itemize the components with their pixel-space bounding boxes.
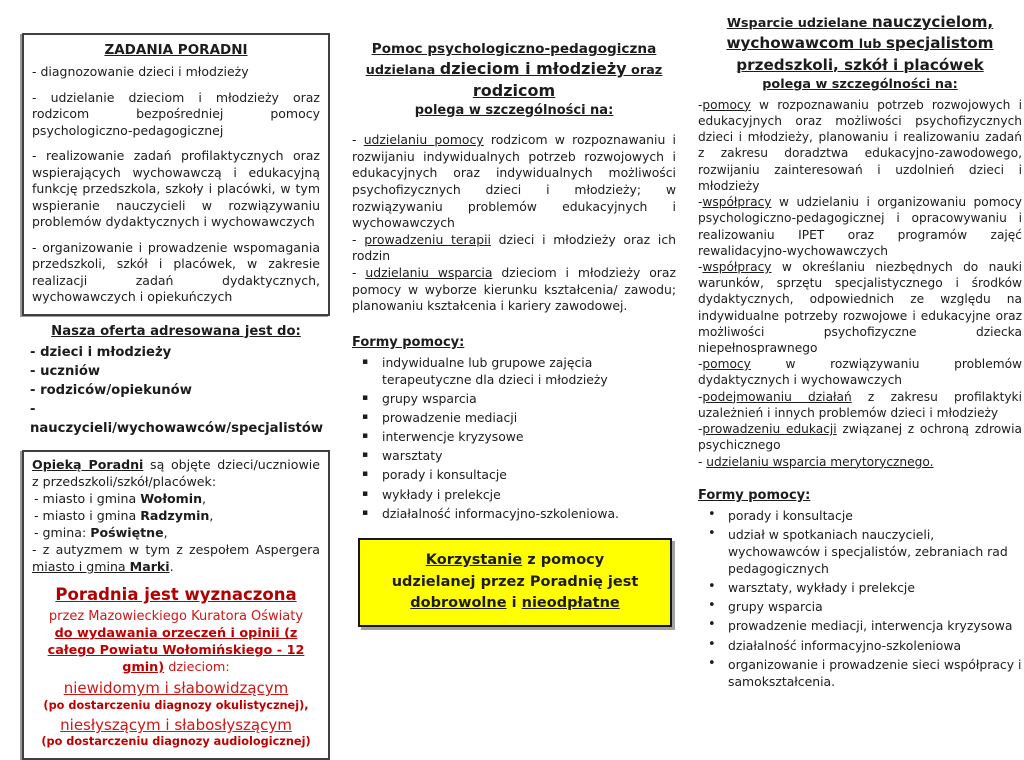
care-box [22,450,330,760]
notice-line2: udzielanej przez Poradnię jest [391,573,639,590]
help-forms-section [352,335,676,522]
forms-item: • porady i konsultacje [698,507,1022,524]
dash: - [698,389,703,404]
paragraph-text: rodzicom w rozpoznawaniu i rozwijaniu indywidualnych potrzeb rozwojowych i edukacyjnych oraz indywidualnych możliwości psychofizycznych dzieci i młodzieży; w rozwiązywaniu problemów edukacyjnych i wychowawczych [352,132,676,231]
paragraph-text: dzieciom i młodzieży oraz pomocy w wyborze kierunku kształcenia/ zawodu; planowaniu kształcenia i kariery zawodowej. [352,264,676,314]
support-paragraph [698,97,1022,194]
care-item-punct: . [169,558,174,574]
designation-scope-emphasis: do wydawania orzeczeń i opinii (z całego Powiatu Wołomińskiego - 12 gmin) [47,626,305,675]
support-header-audience: specjalistom [885,34,994,53]
forms-title: Formy pomocy: [698,487,811,503]
support-header-small: Wsparcie udzielane [726,16,872,31]
column-middle [352,40,676,627]
free-service-notice [358,538,672,627]
forms-list [698,507,1022,690]
help-paragraph [352,232,676,265]
forms-item: • grupy wsparcia [698,598,1022,615]
paragraph-text: w rozpoznawaniu potrzeb rozwojowych i edukacyjnych oraz możliwości psychofizycznych dzieci i młodzieży, planowaniu i realizowaniu zadań z zakresu doradztwa edukacyjno-zawodowego, rozwijaniu zainteresowań i uzdolnień dzieci i młodzieży [698,97,1022,193]
designation-notice [32,585,320,750]
paragraph-emphasis: współpracy [702,259,772,274]
notice-emphasis: Korzystanie [425,551,523,568]
support-header-audience: nauczycielom, [871,13,994,31]
forms-item: ▪ wykłady i prelekcje [352,486,676,503]
dash: - [698,357,703,372]
forms-item: • prowadzenie mediacji, interwencja kryzysowa [698,617,1022,634]
help-header-small: udzielana [365,63,440,79]
offer-section [22,324,330,439]
forms-item: • udział w spotkaniach nauczycieli, wychowawców i specjalistów, zebraniach rad pedagogicznych [698,526,1022,577]
forms-item: ▪ interwencje kryzysowe [352,428,676,445]
forms-item: ▪ indywidualne lub grupowe zajęcia terapeutyczne dla dzieci i młodzieży [352,354,676,388]
forms-title: Formy pomocy: [352,334,465,350]
task-item: - organizowanie i prowadzenie wspomagania przedszkoli, szkół i placówek, w zakresie realizacji zadań dydaktycznych, wychowawczych i opiekuńczych [32,239,320,304]
care-item-city: Radzymin [140,507,210,523]
care-item-punct: , [202,490,207,506]
designation-scope [32,626,320,676]
help-paragraph [352,132,676,232]
dash: - [698,454,707,469]
designation-blind-note: (po dostarczeniu diagnozy okulistycznej), [43,698,309,712]
help-header-small: oraz [626,63,663,79]
care-lead-rest: są objęte dzieci/uczniowie z przedszkoli/szkół/placówek: [32,457,320,489]
support-forms-section [698,488,1022,690]
forms-item: ▪ działalność informacyjno-szkoleniowa. [352,505,676,522]
care-item [32,507,320,524]
paragraph-text: w rozwiązywaniu problemów dydaktycznych i wychowawczych [698,357,1022,388]
help-header-line3: polega w szczególności na: [414,102,614,118]
help-header-audience: rodzicom [472,80,556,100]
offer-item: - rodziców/opiekunów [30,382,192,398]
support-header-line4: polega w szczególności na: [762,76,958,92]
tasks-box [22,33,330,316]
care-item-text: miasto i gmina [32,558,130,574]
support-header-line1 [698,12,1022,33]
offer-title: Nasza oferta adresowana jest do: [51,323,301,339]
care-item-text: - gmina: [34,524,91,540]
paragraph-text: związanej z ochroną zdrowia psychicznego [698,422,1022,453]
support-paragraph [698,454,1022,470]
paragraph-emphasis: udzielaniu wsparcia merytorycznego. [706,454,934,469]
task-item: - diagnozowanie dzieci i młodzieży [32,64,249,79]
support-header-audience: wychowawcom [726,34,855,53]
designation-blind: niewidomym i słabowidzącym [63,679,289,698]
paragraph-emphasis: podejmowaniu działań [702,389,852,404]
forms-item: ▪ grupy wsparcia [352,390,676,407]
support-paragraph [698,356,1022,388]
notice-text: z pomocy [522,551,605,568]
forms-item: • działalność informacyjno-szkoleniowa [698,637,1022,654]
support-paragraph [698,389,1022,421]
care-item-city: Wołomin [140,490,203,506]
forms-list [352,354,676,522]
support-paragraph [698,259,1022,356]
care-item-text: - miasto i gmina [34,490,141,506]
task-item: - realizowanie zadań profilaktycznych oraz wspierających wychowawczą i edukacyjną funkcję przedszkola, szkoły i placówki, w tym wspieranie nauczycieli w rozwiązywaniu problemów dydaktycznych i wychowawczych [32,148,320,229]
care-item [32,524,320,541]
designation-authority: przez Mazowieckiego Kuratora Oświaty [48,608,304,624]
paragraph-text: dzieci i młodzieży oraz ich rodzin [352,231,676,264]
notice-line3 [366,593,664,615]
paragraph-emphasis: współpracy [702,195,772,210]
support-header-line2 [698,33,1022,54]
care-item-text: - miasto i gmina [34,507,141,523]
paragraph-emphasis: pomocy [702,357,751,372]
care-item-underlined [32,559,170,574]
dash: - [698,195,703,210]
support-paragraphs [698,97,1022,470]
paragraph-emphasis: udzielaniu wsparcia [365,264,493,280]
help-header-line1: Pomoc psychologiczno-pedagogiczna [371,41,657,57]
support-paragraph [698,194,1022,259]
care-item [32,490,320,507]
dash: - [352,231,365,247]
dash: - [698,259,703,274]
support-header-small: lub [854,37,886,53]
offer-item: - dzieci i młodzieży [30,344,172,360]
help-header-line2 [352,58,676,101]
notice-emphasis: dobrowolne [410,595,507,612]
paragraph-text: w udzielaniu i organizowaniu pomocy psychologiczno-pedagogicznej i opracowywaniu i realizowaniu IPET oraz programów zajęć rewalidacyjno-wychowawczych [698,195,1022,258]
care-item-punct: , [209,507,214,523]
support-header-line3 [698,55,1022,76]
column-right [698,12,1022,692]
paragraph-emphasis: prowadzeniu terapii [364,231,491,247]
notice-line1 [366,550,664,572]
paragraph-emphasis: udzielaniu pomocy [363,132,484,148]
notice-emphasis: nieodpłatne [521,595,620,612]
help-paragraph [352,265,676,315]
column-left [22,33,330,760]
care-item-text: - z autyzmem w tym z zespołem Aspergera [32,541,320,557]
paragraph-emphasis: pomocy [702,97,751,112]
designation-deaf-note: (po dostarczeniu diagnozy audiologicznej) [41,735,311,749]
paragraph-text: w określaniu niezbędnych do nauki warunków, sprzętu specjalistycznego i środków dydaktycznych, odpowiednich ze względu na indywidualne potrzeby rozwojowe i edukacyjne oraz możliwości psychofizyczne dziecka niepełnosprawnego [698,259,1022,356]
care-item-city: Marki [129,558,170,574]
designation-deaf: niesłyszącym i słabosłyszącym [60,716,292,735]
dash: - [352,264,366,280]
paragraph-text: z zakresu profilaktyki uzależnień i innych problemów dzieci i młodzieży [698,389,1022,420]
dash: - [698,97,703,112]
offer-item: - uczniów [30,363,101,379]
forms-item: ▪ prowadzenie mediacji [352,409,676,426]
support-header [698,12,1022,94]
care-item-punct: , [163,524,168,540]
help-header [352,40,676,119]
forms-item: ▪ warsztaty [352,447,676,464]
support-header-audience: przedszkoli, szkół i placówek [736,55,984,74]
dash: - [698,422,703,437]
paragraph-emphasis: prowadzeniu edukacji [702,422,837,437]
help-header-audience: dzieciom i młodzieży [439,59,627,79]
forms-item: ▪ porady i konsultacje [352,466,676,483]
tasks-title: ZADANIA PORADNI [104,42,248,58]
care-lead [32,457,320,490]
notice-text: i [506,595,522,612]
forms-item: • warsztaty, wykłady i prelekcje [698,579,1022,596]
offer-item: - nauczycieli/wychowawców/specjalistów [30,401,323,437]
care-lead-emphasis: Opieką Poradni [32,457,144,473]
care-item-autism [32,541,320,575]
care-item-city: Poświętne [90,524,164,540]
designation-scope-rest: dzieciom: [164,659,230,675]
forms-item: • organizowanie i prowadzenie sieci współpracy i samokształcenia. [698,656,1022,690]
dash: - [352,132,364,148]
support-paragraph [698,421,1022,453]
help-paragraphs [352,132,676,315]
designation-title: Poradnia jest wyznaczona [55,584,297,604]
task-item: - udzielanie dzieciom i młodzieży oraz rodzicom bezpośredniej pomocy psychologiczno-pedagogicznej [32,89,320,138]
